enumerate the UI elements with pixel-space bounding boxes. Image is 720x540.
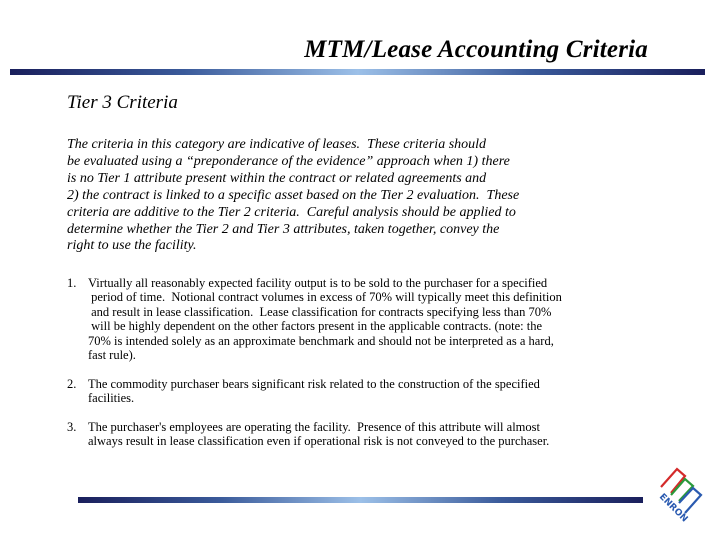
footer-divider <box>78 497 643 503</box>
list-line: facilities. <box>88 391 135 406</box>
list-line: The purchaser's employees are operating the facility. Presence of this attribute will almost <box>88 420 540 435</box>
list-line: period of time. Notional contract volumes in excess of 70% will typically meet this definition <box>88 290 562 305</box>
paragraph-line: is no Tier 1 attribute present within the contract or related agreements and <box>67 170 487 186</box>
list-line: Virtually all reasonably expected facility output is to be sold to the purchaser for a specified <box>88 276 548 290</box>
list-line: always result in lease classification even if operational risk is not conveyed to the purchaser. <box>88 434 550 449</box>
list-number: 3. <box>67 420 77 435</box>
paragraph-line: be evaluated using a “preponderance of the evidence” approach when 1) there <box>67 153 510 169</box>
list-line: will be highly dependent on the other factors present in the applicable contracts. (note: the <box>88 319 543 334</box>
paragraph-line: criteria are additive to the Tier 2 criteria. Careful analysis should be applied to <box>67 204 516 220</box>
list-item <box>67 420 562 449</box>
list-line: fast rule). <box>88 348 136 363</box>
paragraph-line: 2) the contract is linked to a specific asset based on the Tier 2 evaluation. These <box>67 187 520 203</box>
list-line: The commodity purchaser bears significant risk related to the construction of the specified <box>88 376 540 391</box>
criteria-list <box>67 276 562 463</box>
page-title: MTM/Lease Accounting Criteria <box>304 36 648 63</box>
list-number: 2. <box>67 376 77 391</box>
paragraph-line: The criteria in this category are indicative of leases. These criteria should <box>67 137 487 152</box>
paragraph-line: determine whether the Tier 2 and Tier 3 attributes, taken together, convey the <box>67 221 500 237</box>
list-line: and result in lease classification. Lease classification for contracts specifying less than 70% <box>88 304 552 319</box>
section-heading: Tier 3 Criteria <box>67 92 178 113</box>
list-item <box>67 276 562 362</box>
logo-wordmark: ENRON <box>656 492 690 525</box>
list-line: 70% is intended solely as an approximate benchmark and should not be interpreted as a hard, <box>88 333 554 348</box>
enron-logo <box>655 463 715 529</box>
paragraph-line: right to use the facility. <box>67 238 197 254</box>
list-number: 1. <box>67 276 77 290</box>
intro-paragraph <box>67 137 519 255</box>
header-divider <box>10 69 705 75</box>
list-item <box>67 377 562 406</box>
